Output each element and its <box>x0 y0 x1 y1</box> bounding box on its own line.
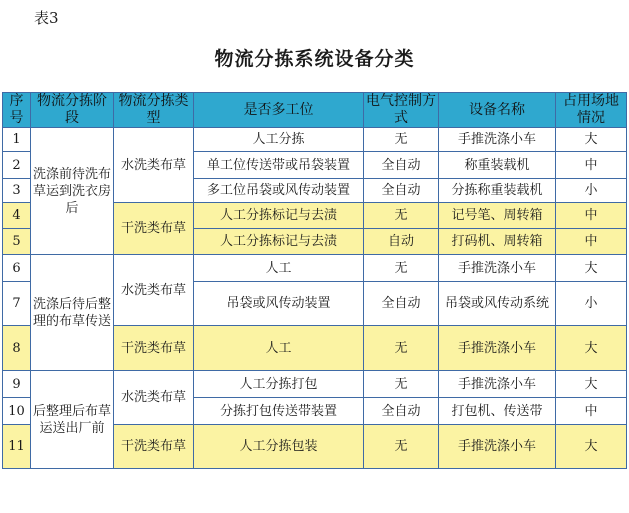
header-control: 电气控制方式 <box>364 93 439 128</box>
cell-device: 分拣称重装载机 <box>439 179 556 203</box>
cell-multi-station: 分拣打包传送带装置 <box>194 398 364 425</box>
table-row <box>3 371 627 398</box>
cell-device: 打码机、周转箱 <box>439 229 556 255</box>
cell-space: 中 <box>556 152 627 179</box>
cell-stage: 洗涤前待洗布草运到洗衣房后 <box>31 128 114 255</box>
cell-seq: 3 <box>3 179 31 203</box>
cell-space: 大 <box>556 371 627 398</box>
header-stage: 物流分拣阶段 <box>31 93 114 128</box>
header-type: 物流分拣类型 <box>114 93 194 128</box>
cell-control: 全自动 <box>364 398 439 425</box>
cell-space: 中 <box>556 203 627 229</box>
cell-seq: 4 <box>3 203 31 229</box>
cell-multi-station: 人工 <box>194 326 364 371</box>
cell-multi-station: 人工分拣打包 <box>194 371 364 398</box>
cell-seq: 1 <box>3 128 31 152</box>
cell-multi-station: 多工位吊袋或风传动装置 <box>194 179 364 203</box>
header-seq: 序号 <box>3 93 31 128</box>
cell-seq: 7 <box>3 282 31 326</box>
equipment-classification-table <box>2 92 627 469</box>
cell-device: 手推洗涤小车 <box>439 425 556 469</box>
header-space: 占用场地情况 <box>556 93 627 128</box>
cell-multi-station: 人工分拣标记与去渍 <box>194 229 364 255</box>
cell-seq: 8 <box>3 326 31 371</box>
cell-stage: 洗涤后待后整理的布草传送 <box>31 255 114 371</box>
header-multi-station: 是否多工位 <box>194 93 364 128</box>
cell-space: 大 <box>556 326 627 371</box>
cell-control: 无 <box>364 128 439 152</box>
header-row <box>3 93 627 128</box>
cell-type: 水洗类布草 <box>114 128 194 203</box>
cell-seq: 6 <box>3 255 31 282</box>
cell-control: 无 <box>364 371 439 398</box>
cell-multi-station: 人工分拣标记与去渍 <box>194 203 364 229</box>
cell-type: 干洗类布草 <box>114 203 194 255</box>
cell-seq: 5 <box>3 229 31 255</box>
cell-space: 小 <box>556 179 627 203</box>
cell-space: 中 <box>556 398 627 425</box>
cell-control: 自动 <box>364 229 439 255</box>
cell-control: 无 <box>364 203 439 229</box>
cell-control: 全自动 <box>364 179 439 203</box>
cell-device: 称重装载机 <box>439 152 556 179</box>
cell-device: 吊袋或风传动系统 <box>439 282 556 326</box>
cell-type: 干洗类布草 <box>114 425 194 469</box>
cell-seq: 9 <box>3 371 31 398</box>
cell-device: 手推洗涤小车 <box>439 255 556 282</box>
cell-type: 水洗类布草 <box>114 371 194 425</box>
cell-space: 中 <box>556 229 627 255</box>
cell-control: 无 <box>364 255 439 282</box>
cell-stage: 后整理后布草运送出厂前 <box>31 371 114 469</box>
cell-seq: 11 <box>3 425 31 469</box>
cell-control: 无 <box>364 425 439 469</box>
cell-multi-station: 人工分拣 <box>194 128 364 152</box>
table-row <box>3 128 627 152</box>
cell-control: 全自动 <box>364 152 439 179</box>
cell-device: 记号笔、周转箱 <box>439 203 556 229</box>
cell-device: 手推洗涤小车 <box>439 371 556 398</box>
cell-device: 打包机、传送带 <box>439 398 556 425</box>
cell-multi-station: 人工 <box>194 255 364 282</box>
cell-control: 全自动 <box>364 282 439 326</box>
cell-multi-station: 吊袋或风传动装置 <box>194 282 364 326</box>
cell-device: 手推洗涤小车 <box>439 326 556 371</box>
cell-device: 手推洗涤小车 <box>439 128 556 152</box>
cell-space: 大 <box>556 425 627 469</box>
cell-space: 小 <box>556 282 627 326</box>
cell-type: 水洗类布草 <box>114 255 194 326</box>
cell-space: 大 <box>556 128 627 152</box>
cell-seq: 10 <box>3 398 31 425</box>
cell-multi-station: 单工位传送带或吊袋装置 <box>194 152 364 179</box>
cell-type: 干洗类布草 <box>114 326 194 371</box>
document-title: 物流分拣系统设备分类 <box>214 48 415 70</box>
header-device: 设备名称 <box>439 93 556 128</box>
cell-control: 无 <box>364 326 439 371</box>
table-label: 表3 <box>34 9 59 27</box>
cell-seq: 2 <box>3 152 31 179</box>
table-row <box>3 255 627 282</box>
cell-multi-station: 人工分拣包装 <box>194 425 364 469</box>
cell-space: 大 <box>556 255 627 282</box>
